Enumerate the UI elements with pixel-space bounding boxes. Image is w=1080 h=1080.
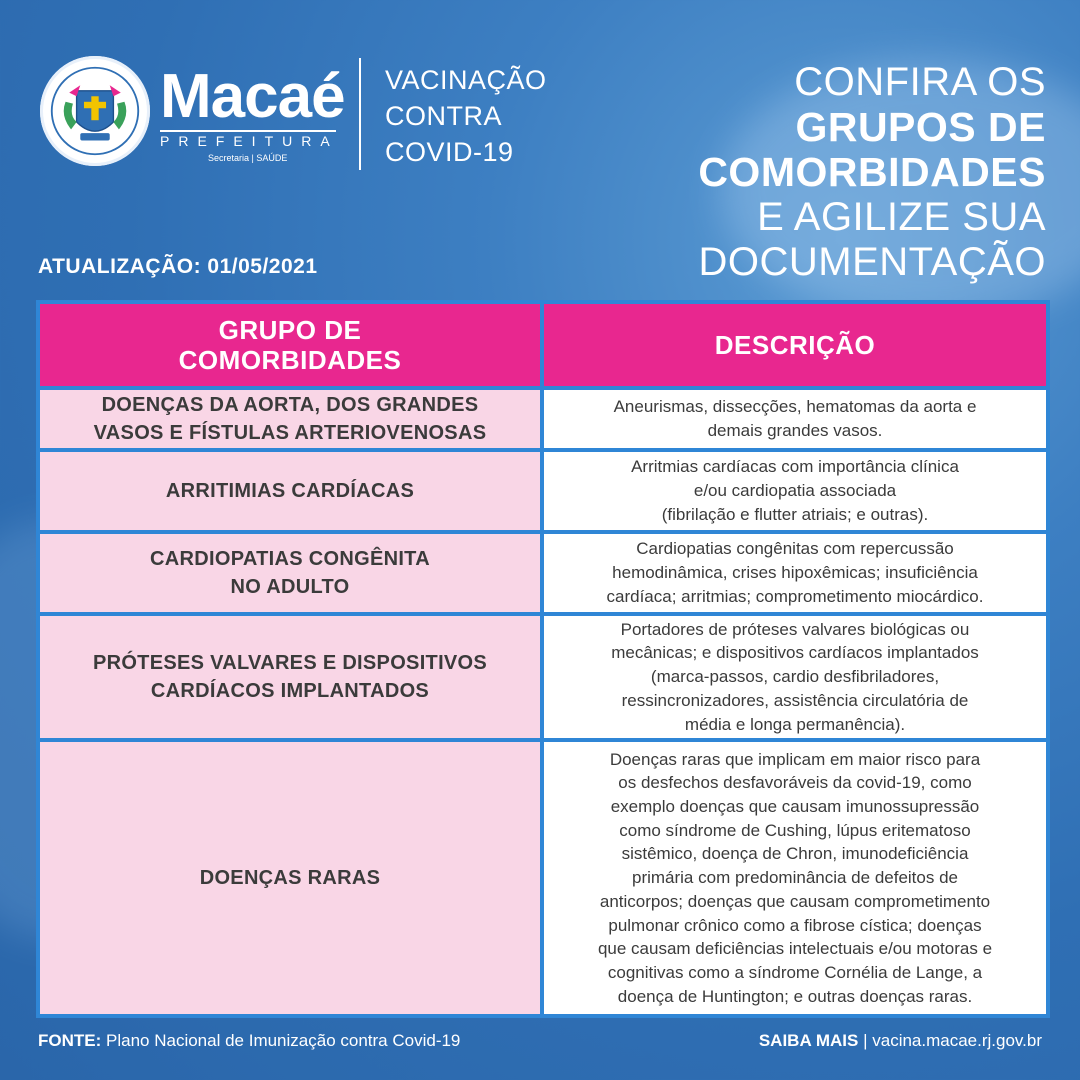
description-line: hemodinâmica, crises hipoxêmicas; insuficiência <box>612 563 978 583</box>
description-line: Aneurismas, dissecções, hematomas da aorta e <box>613 397 977 417</box>
description-line: Arritmias cardíacas com importância clínica <box>631 457 959 477</box>
crest-icon <box>49 65 141 157</box>
footer-separator: | <box>863 1031 868 1050</box>
brand-block <box>160 62 345 163</box>
description-line: primária com predominância de defeitos de <box>631 868 958 888</box>
description-line: que causam deficiências intelectuais e/ou motoras e <box>597 939 993 959</box>
group-cell <box>40 534 540 612</box>
description-line: média e longa permanência). <box>684 714 906 734</box>
brand-secretaria: Secretaria | SAÚDE <box>208 153 288 163</box>
header-divider <box>359 58 361 170</box>
more-label: SAIBA MAIS <box>758 1031 859 1050</box>
description-line: exemplo doenças que causam imunossupressão <box>610 797 980 817</box>
description-line: os desfechos desfavoráveis da covid-19, como <box>618 773 972 793</box>
group-cell <box>40 452 540 530</box>
description-cell <box>544 616 1046 738</box>
description-line: cognitivas como a síndrome Cornélia de Lange, a <box>607 962 983 982</box>
group-cell <box>40 616 540 738</box>
headline-line: E AGILIZE SUA <box>757 195 1046 239</box>
campaign-line: VACINAÇÃO <box>385 65 547 95</box>
description-line: (fibrilação e flutter atriais; e outras). <box>661 504 929 524</box>
brand-name: Macaé <box>160 62 345 131</box>
table-row <box>40 534 1046 612</box>
campaign-title <box>385 62 547 170</box>
description-line: ressincronizadores, assistência circulatória de <box>621 690 969 710</box>
headline-line: DOCUMENTAÇÃO <box>698 240 1046 284</box>
table-row <box>40 390 1046 448</box>
update-date: ATUALIZAÇÃO: 01/05/2021 <box>38 255 318 278</box>
headline <box>698 60 1046 285</box>
group-line: DOENÇAS RARAS <box>199 867 381 889</box>
comorbidities-table <box>36 300 1050 1018</box>
description-cell <box>544 452 1046 530</box>
description-line: demais grandes vasos. <box>707 421 883 440</box>
table-row <box>40 452 1046 530</box>
description-cell <box>544 534 1046 612</box>
group-line: VASOS E FÍSTULAS ARTERIOVENOSAS <box>93 422 487 444</box>
group-cell <box>40 390 540 448</box>
headline-line-bold: GRUPOS DE <box>795 104 1046 150</box>
description-cell <box>544 742 1046 1014</box>
group-line: CARDÍACOS IMPLANTADOS <box>150 680 430 702</box>
header-group: GRUPO DE COMORBIDADES <box>40 304 540 386</box>
description-line: doença de Huntington; e outras doenças raras. <box>617 986 973 1006</box>
description-line: anticorpos; doenças que causam comprometimento <box>599 891 991 911</box>
table-row <box>40 742 1046 1014</box>
description-line: pulmonar crônico como a fibrose cística; doenças <box>608 915 982 935</box>
group-line: ARRITIMIAS CARDÍACAS <box>165 480 415 502</box>
description-line: Portadores de próteses valvares biológicas ou <box>620 619 970 639</box>
description-line: sistêmico, doença de Chron, imunodeficiência <box>621 844 969 864</box>
headline-line: CONFIRA OS <box>794 60 1046 104</box>
footer-more <box>759 1031 1042 1051</box>
website-link[interactable]: vacina.macae.rj.gov.br <box>872 1031 1042 1050</box>
group-line: CARDIOPATIAS CONGÊNITA <box>150 548 430 570</box>
table-header-row <box>40 304 1046 386</box>
campaign-line: CONTRA <box>385 101 502 131</box>
source-text: Plano Nacional de Imunização contra Covid-19 <box>106 1031 461 1050</box>
headline-line-bold: COMORBIDADES <box>698 149 1046 195</box>
description-line: (marca-passos, cardio desfibriladores, <box>650 667 940 687</box>
footer-source <box>38 1031 460 1051</box>
description-line: e/ou cardiopatia associada <box>693 481 897 501</box>
source-label: FONTE: <box>38 1031 102 1050</box>
description-cell <box>544 390 1046 448</box>
table-row <box>40 616 1046 738</box>
group-line: NO ADULTO <box>230 576 350 598</box>
description-line: como síndrome de Cushing, lúpus eritematoso <box>619 820 971 840</box>
city-crest-logo <box>40 56 150 166</box>
group-line: PRÓTESES VALVARES E DISPOSITIVOS <box>92 652 488 674</box>
description-line: mecânicas; e dispositivos cardíacos implantados <box>611 643 979 663</box>
campaign-line: COVID-19 <box>385 137 514 167</box>
header-description: DESCRIÇÃO <box>544 304 1046 386</box>
description-line: cardíaca; arritmias; comprometimento miocárdico. <box>606 586 984 606</box>
group-cell <box>40 742 540 1014</box>
brand-subtitle: PREFEITURA <box>160 130 336 149</box>
group-line: DOENÇAS DA AORTA, DOS GRANDES <box>101 394 479 416</box>
description-line: Doenças raras que implicam em maior risco para <box>609 749 981 769</box>
description-line: Cardiopatias congênitas com repercussão <box>636 539 954 559</box>
